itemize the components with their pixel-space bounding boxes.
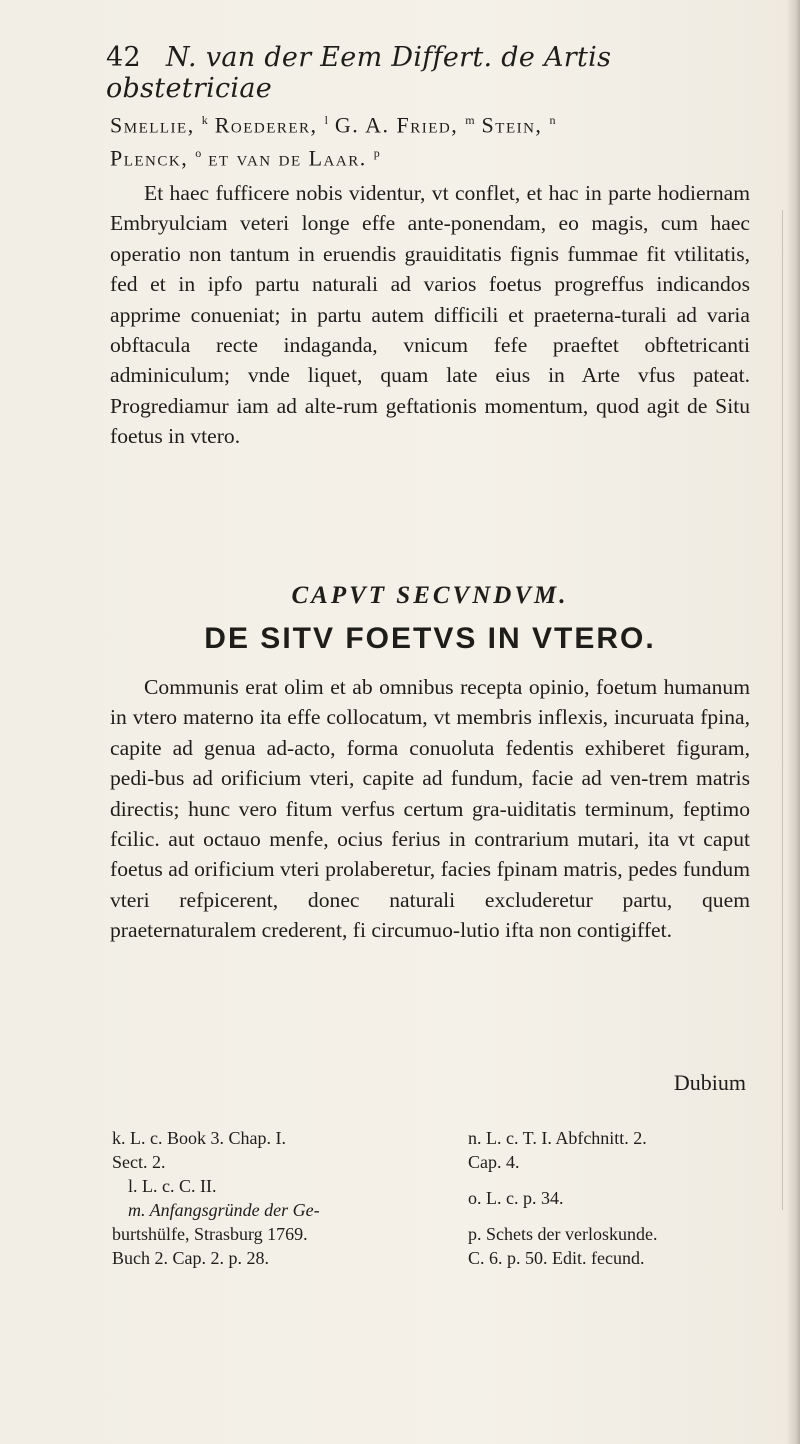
footnotes-left-column [112,1126,432,1270]
footnote-line: burtshülfe, Strasburg 1769. [112,1224,308,1244]
running-head [106,42,766,104]
footnote-mark: l [324,113,328,127]
chapter-title: CAPVT SECVNDVM. [291,582,569,609]
footnote-mark: n [549,113,556,127]
footnote-line: Cap. 4. [468,1152,520,1172]
author-name: Smellie, [110,112,195,138]
footnote-line: Buch 2. Cap. 2. p. 28. [112,1248,269,1268]
author-name: et van de Laar. [208,145,367,171]
paragraph-1: Et haec fufficere nobis videntur, vt conflet, et hac in parte hodiernam Embryulciam veteri longe effe ante-ponendam, eo magis, cum haec operatio non tantum in eruendis grauiditatis fignis fummae fit vtilitatis, fed et in ipfo partu naturali ad varios foetus progreffus indicandos apprime conueniat; in partu autem difficili et praeterna-turali ad varia obftacula recte indaganda, vnicum fefe praeftet obftetricanti adminiculum; vnde liquet, quam late eius in Arte vfus pateat. Progrediamur iam ad alte-rum geftationis momentum, quod agit de Situ foetus in vtero. [110,181,750,449]
footnote-line: n. L. c. T. I. Abfchnitt. 2. [468,1128,647,1148]
paragraph-2: Communis erat olim et ab omnibus recepta opinio, foetum humanum in vtero materno ita effe collocatum, vt membris inflexis, incuruata fpina, capite ad genua ad-acto, forma conuoluta fedentis exhiberet figuram, pedi-bus ad orificium vteri, capite ad fundum, facie ad ven-trem matris directis; hunc vero fitum verfus certum gra-uiditatis terminum, feptimo fcilic. aut octauo menfe, ocius ferius in contrarium mutari, ita vt caput foetus ad orificium vteri prolaberetur, facies fpinam matris, pedes fundum vteri refpicerent, donec naturali excluderetur partu, quem praeternaturalem crederent, fi circumuo-lutio ifta non contigiffet. [110,675,750,943]
footnotes-right-column [468,1126,758,1270]
section-title: DE SITV FOETVS IN VTERO. [204,622,656,655]
footnote-line: l. L. c. C. II. [128,1176,217,1196]
page-number: 42 [106,42,141,73]
footnote-mark: k [201,113,208,127]
footnote-mark: o [195,146,202,161]
catchword: Dubium [673,1070,746,1095]
authors-list [110,106,750,173]
footnote-line: Sect. 2. [112,1152,166,1172]
footnote-mark: p [373,146,380,161]
footnote-line: k. L. c. Book 3. Chap. I. [112,1128,286,1148]
author-name: Stein, [481,112,543,138]
author-name: Roederer, [214,112,318,138]
footnote-line: o. L. c. p. 34. [468,1188,564,1208]
footnote-mark: m [465,113,475,127]
author-name: Plenck, [110,145,189,171]
page-fold-line [782,210,783,1210]
footnote-line: p. Schets der verloskunde. [468,1224,658,1244]
author-name: G. A. Fried, [334,112,459,138]
footnote-line: m. Anfangsgründe der Ge- [128,1200,320,1220]
page-edge-shadow [786,0,800,1444]
running-head-title: N. van der Eem Differt. de Artis obstetriciae [106,42,612,104]
footnote-line: C. 6. p. 50. Edit. fecund. [468,1248,645,1268]
